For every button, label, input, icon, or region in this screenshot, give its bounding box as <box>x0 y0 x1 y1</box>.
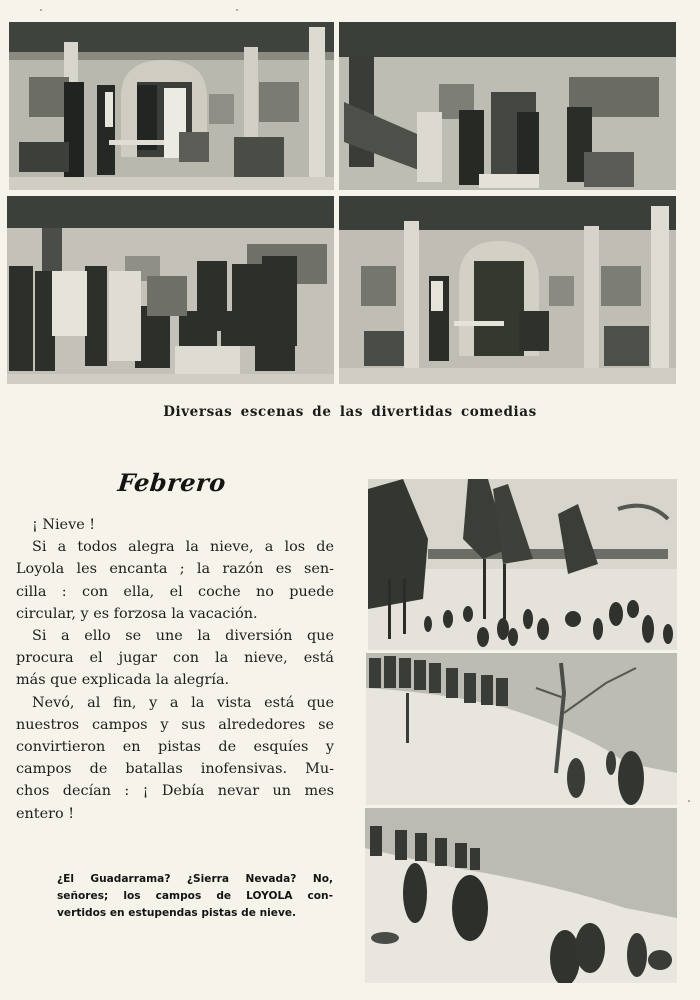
caption-line: señores; los campos de LOYOLA con- <box>57 890 333 902</box>
paragraph-line: Si a todos alegra la nieve, a los de <box>32 539 334 556</box>
photo-grid-caption: Diversas escenas de las divertidas comedias <box>163 404 537 420</box>
stage-photo-3 <box>7 196 334 384</box>
paragraph-line: campos de batallas inofensivas. Mu- <box>16 761 334 778</box>
stage-photo-2 <box>339 22 676 190</box>
paragraph-line: cilla : con ella, el coche no puede <box>16 583 334 600</box>
stage-photo-3-image <box>7 196 334 384</box>
caption-line: vertidos en estupendas pistas de nieve. <box>57 907 297 919</box>
paragraph-line: Loyola les encanta ; la razón es sen- <box>16 561 334 578</box>
scan-speck <box>236 9 238 11</box>
paragraph-line: Si a ello se une la diversión que <box>32 628 334 645</box>
paragraph-line: procura el jugar con la nieve, está <box>16 650 334 667</box>
stage-photo-4 <box>339 196 676 384</box>
snow-photo-1-image <box>368 479 677 650</box>
snow-photo-3 <box>365 808 677 983</box>
snow-photo-1 <box>368 479 677 650</box>
paragraph-line: Nevó, al fin, y a la vista está que <box>32 694 334 711</box>
snow-photo-2 <box>366 653 677 805</box>
paragraph-line: ¡ Nieve ! <box>32 517 96 533</box>
paragraph-line: nuestros campos y sus alrededores se <box>16 716 334 733</box>
stage-photo-4-image <box>339 196 676 384</box>
snow-photo-3-image <box>365 808 677 983</box>
stage-photo-1-image <box>9 22 334 190</box>
stage-photo-1 <box>9 22 334 190</box>
scan-speck <box>688 800 690 802</box>
paragraph-line: convirtieron en pistas de esquíes y <box>16 739 334 756</box>
snow-photos-caption <box>57 871 333 922</box>
paragraph-line: chos decían : ¡ Debía nevar un mes <box>16 783 334 800</box>
scan-speck <box>40 9 42 11</box>
caption-line: ¿El Guadarrama? ¿Sierra Nevada? No, <box>57 873 333 885</box>
paragraph-line: más que explicada la alegría. <box>16 672 230 689</box>
paragraph-line: entero ! <box>16 805 74 822</box>
section-title: Febrero <box>116 468 228 497</box>
stage-photo-2-image <box>339 22 676 190</box>
snow-photo-2-image <box>366 653 677 805</box>
article-body <box>16 514 334 825</box>
paragraph-line: circular, y es forzosa la vacación. <box>16 605 258 622</box>
